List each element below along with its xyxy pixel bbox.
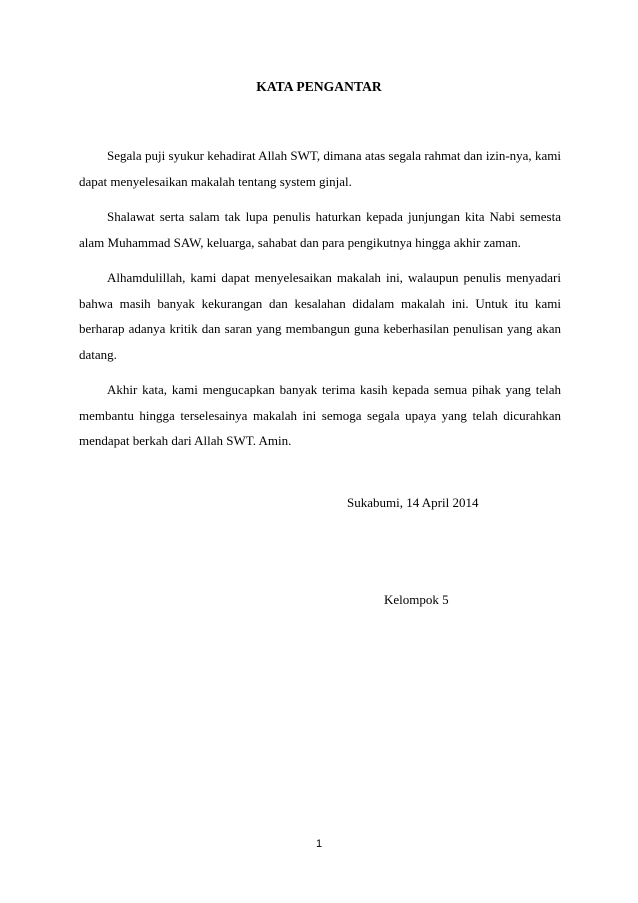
- paragraph-closing: Akhir kata, kami mengucapkan banyak terima kasih kepada semua pihak yang telah membantu hingga terselesainya makalah ini semoga segala upaya yang telah dicurahkan mendapat berkah dari Allah SWT. Amin.: [79, 382, 561, 448]
- paragraph-opening-praise: Segala puji syukur kehadirat Allah SWT, dimana atas segala rahmat dan izin-nya, kami dapat menyelesaikan makalah tentang system ginjal.: [79, 148, 561, 189]
- document-title: KATA PENGANTAR: [256, 79, 382, 94]
- paragraph-acknowledgement: Alhamdulillah, kami dapat menyelesaikan makalah ini, walaupun penulis menyadari bahwa masih banyak kekurangan dan kesalahan didalam makalah ini. Untuk itu kami berharap adanya kritik dan saran yang membangun guna keberhasilan penulisan yang akan datang.: [79, 270, 561, 362]
- page-number: 1: [315, 838, 323, 850]
- signature-group: Kelompok 5: [384, 592, 449, 607]
- document-body: [79, 143, 561, 464]
- place-and-date: Sukabumi, 14 April 2014: [347, 495, 479, 510]
- paragraph-shalawat: Shalawat serta salam tak lupa penulis haturkan kepada junjungan kita Nabi semesta alam Muhammad SAW, keluarga, sahabat dan para pengikutnya hingga akhir zaman.: [79, 209, 561, 250]
